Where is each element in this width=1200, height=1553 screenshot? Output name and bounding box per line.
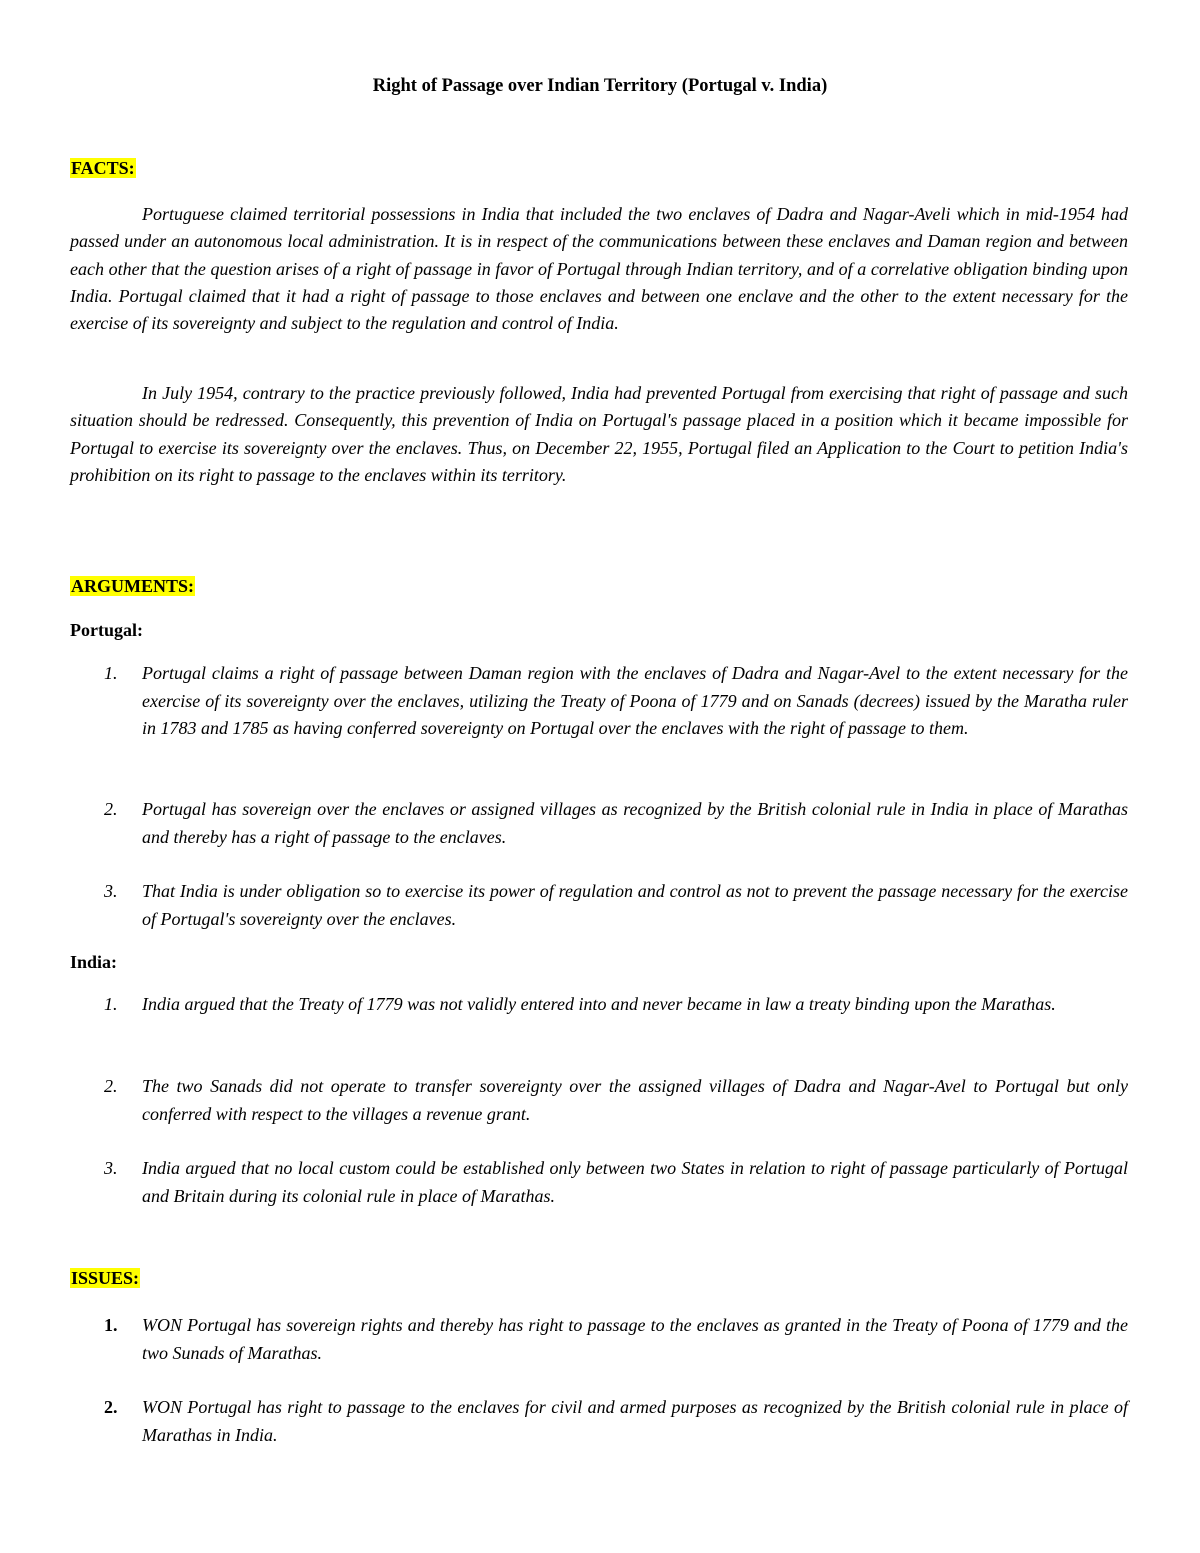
india-argument-3 [70,1155,1128,1210]
list-number: 1. [104,994,118,1014]
arguments-heading [70,576,195,597]
portugal-argument-1 [70,660,1128,743]
list-number: 2. [104,1076,118,1096]
facts-paragraph-1: Portuguese claimed territorial possessions in India that included the two enclaves of Dadra and Nagar-Aveli which in mid-1954 had passed under an autonomous local administration. It is in respect of the communications between these enclaves and Daman region and between each other that the question arises of a right of passage in favor of Portugal through Indian territory, and of a correlative obligation binding upon India. Portugal claimed that it had a right of passage to those enclaves and between one enclave and the other to the extent necessary for the exercise of its sovereignty and subject to the regulation and control of India. [70,204,1128,334]
list-number: 1. [104,663,118,683]
list-number: 1. [104,1315,118,1335]
list-text: India argued that the Treaty of 1779 was not validly entered into and never became in law a treaty binding upon the Marathas. [142,994,1056,1014]
list-text: Portugal claims a right of passage between Daman region with the enclaves of Dadra and Nagar-Avel to the extent necessary for the exercise of its sovereignty over the enclaves, utilizing the Treaty of Poona of 1779 and on Sanads (decrees) issued by the Maratha ruler in 1783 and 1785 as having conferred sovereignty on Portugal over the enclaves with the right of passage to them. [142,663,1128,739]
facts-paragraph-2: In July 1954, contrary to the practice previously followed, India had prevented Portugal from exercising that right of passage and such situation should be redressed. Consequently, this prevention of India on Portugal's passage placed in a position which it became impossible for Portugal to exercise its sovereignty over the enclaves. Thus, on December 22, 1955, Portugal filed an Application to the Court to petition India's prohibition on its right to passage to the enclaves within its territory. [70,383,1128,485]
issues-heading-text: ISSUES: [71,1268,140,1288]
list-text: WON Portugal has sovereign rights and thereby has right to passage to the enclaves as granted in the Treaty of Poona of 1779 and the two Sunads of Marathas. [142,1315,1128,1363]
india-subheading: India: [70,952,118,972]
list-number: 3. [104,1158,118,1178]
india-argument-1 [70,991,1128,1019]
arguments-heading-text: ARGUMENTS: [71,576,195,596]
list-text: That India is under obligation so to exercise its power of regulation and control as not to prevent the passage necessary for the exercise of Portugal's sovereignty over the enclaves. [142,881,1128,929]
list-text: Portugal has sovereign over the enclaves or assigned villages as recognized by the British colonial rule in India in place of Marathas and thereby has a right of passage to the enclaves. [142,799,1128,847]
facts-heading-text: FACTS: [71,158,135,178]
list-number: 2. [104,799,118,819]
facts-heading [70,158,136,179]
issue-2 [70,1394,1128,1449]
list-text: India argued that no local custom could be established only between two States in relation to right of passage particularly of Portugal and Britain during its colonial rule in place of Marathas. [142,1158,1128,1206]
issue-1 [70,1312,1128,1367]
list-number: 2. [104,1397,118,1417]
list-number: 3. [104,881,118,901]
document-title: Right of Passage over Indian Territory (Portugal v. India) [372,76,828,96]
list-text: The two Sanads did not operate to transfer sovereignty over the assigned villages of Dadra and Nagar-Avel to Portugal but only conferred with respect to the villages a revenue grant. [142,1076,1128,1124]
portugal-argument-3 [70,878,1128,933]
issues-heading [70,1268,140,1289]
portugal-subheading: Portugal: [70,620,143,640]
portugal-argument-2 [70,796,1128,851]
list-text: WON Portugal has right to passage to the enclaves for civil and armed purposes as recognized by the British colonial rule in place of Marathas in India. [142,1397,1128,1445]
india-argument-2 [70,1073,1128,1128]
